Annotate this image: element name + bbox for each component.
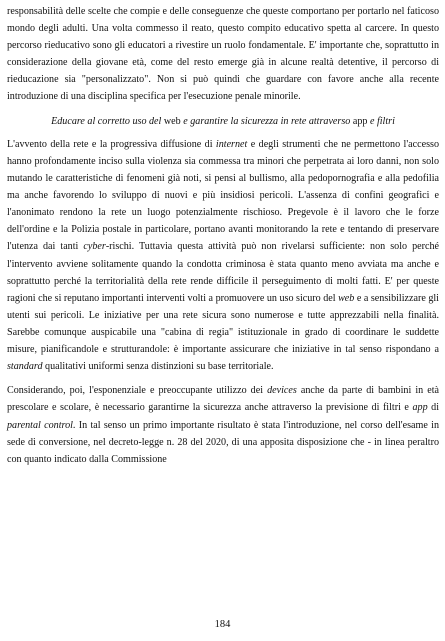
- italic-text-segment: devices: [267, 385, 297, 397]
- paragraph-1: [7, 3, 439, 106]
- italic-text-segment: e garantire la sicurezza in rete attraverso: [180, 115, 353, 127]
- paragraph-2: [7, 136, 439, 375]
- text-segment: Considerando, poi, l'esponenziale e preoccupante utilizzo dei: [7, 385, 268, 397]
- paragraph-3: [7, 382, 439, 467]
- text-segment: responsabilità delle scelte che compie e delle conseguenze che queste comportano per portarlo nel faticoso mondo degli adulti. Una volta commesso il reato, questo compito educativo spetta al carcere. In questo percorso rieducativo sono gli educatori a rivestire un ruolo fondamentale. E' importante che, soprattutto in considerazione della giovane età, come del resto emerge già in alcune realtà detentive, il percorso di rieducazione sia "personalizzato". Non si può quindi che guardare con favore anche alla recente introduzione di una disciplina specifica per l'esecuzione penale minorile.: [7, 6, 439, 103]
- text-segment: anche da parte di bambini in età prescolare e scolare, è necessario garantirne la sicurezza anche attraverso la previsione di filtri e: [7, 385, 439, 414]
- text-segment: L'avvento della rete e la progressiva diffusione di: [7, 138, 216, 150]
- italic-text-segment: standard: [7, 361, 43, 373]
- text-segment: e degli strumenti che ne permettono l'accesso hanno profondamente inciso sulla violenza sia commessa tra minori che perpetrata ai loro danni, non solo mutando le caratteristiche di fenomeni già noti, si pensi al bullismo, alla pedopornografia e alla pedofilia ma anche favorendo lo sviluppo di nuovi e più insidiosi pericoli. L'assenza di confini geografici e l'anonimato rendono la rete un luogo potenzialmente rischioso. Pregevole è il lavoro che le forze dell'ordine e la Polizia postale in particolare, portano avanti monitorando la rete e tentando di preservare l'utenza dai tanti: [7, 138, 439, 253]
- page-number: 184: [214, 619, 231, 630]
- italic-text-segment: e filtri: [367, 115, 395, 127]
- text-segment: di: [427, 402, 440, 414]
- text-segment: web: [163, 115, 181, 127]
- italic-text-segment: web: [338, 292, 355, 304]
- text-segment: -rischi. Tuttavia questa attività può non rivelarsi sufficiente: non solo perché l'intervento avviene solitamente quando la condotta criminosa è stata quanto meno avviata ma anche e soprattutto perché la territorialità della rete rende difficile il perseguimento di molti fatti. E' per queste ragioni che si reputano importanti interventi volti a promuovere un uso sicuro del: [7, 241, 439, 304]
- text-segment: e a sensibilizzare gli utenti sui pericoli. Le iniziative per una rete sicura sono numerose e tutte apprezzabili nella finalità. Sarebbe comunque auspicabile una "cabina di regia" istituzionale in grado di coordinare le suddette misure, pianificandole e strutturandole: è importante assicurare che iniziative in tal senso rispondano a: [7, 292, 439, 355]
- section-heading: [7, 113, 439, 130]
- text-segment: app: [352, 115, 368, 127]
- italic-text-segment: cyber: [83, 241, 106, 253]
- text-segment: . In tal senso un primo importante risultato è stata l'introduzione, nel corso dell'esame in sede di conversione, nel decreto-legge n. 28 del 2020, di una apposita disposizione che - in linea peraltro con quanto indicato dalla Commissione: [7, 419, 439, 465]
- italic-text-segment: Educare al corretto uso del: [51, 115, 164, 127]
- text-segment: qualitativi uniformi senza distinzioni su base territoriale.: [42, 361, 274, 373]
- italic-text-segment: app: [412, 402, 428, 414]
- italic-text-segment: parental control: [7, 419, 73, 431]
- italic-text-segment: internet: [215, 138, 248, 150]
